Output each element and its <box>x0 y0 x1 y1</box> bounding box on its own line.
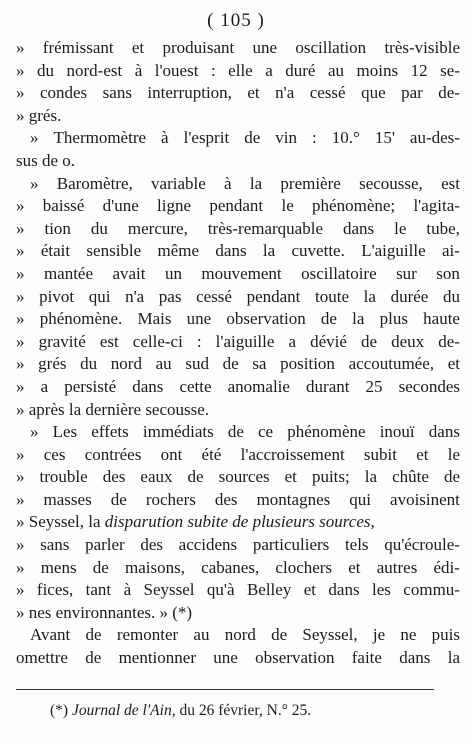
word: » <box>16 218 25 238</box>
word: Les <box>52 422 78 442</box>
word: secousse, <box>359 173 423 193</box>
word: mantée <box>43 263 94 283</box>
word: de <box>244 128 261 148</box>
word: ne <box>400 625 417 645</box>
word: nord <box>224 625 256 645</box>
word: puis <box>431 625 460 645</box>
word: 12 <box>410 60 428 80</box>
word: » <box>16 196 25 216</box>
word: pivot <box>39 286 75 306</box>
body-text <box>16 37 460 670</box>
word: été <box>201 444 222 464</box>
word: la <box>363 286 376 306</box>
word: et <box>348 557 361 577</box>
word: du <box>442 286 460 306</box>
word: avoisinent <box>390 489 460 509</box>
text-line <box>16 489 460 512</box>
word: grés <box>38 354 67 374</box>
word: rochers <box>145 489 196 509</box>
text-line <box>16 557 460 580</box>
word: gravité <box>38 331 86 351</box>
word: immédiats <box>142 422 214 442</box>
word: de <box>92 557 109 577</box>
word: dans <box>399 648 431 668</box>
word: omettre <box>16 648 68 668</box>
word: de <box>361 331 378 351</box>
word: de- <box>438 331 460 351</box>
word: l'aiguille <box>215 331 275 351</box>
word: dans <box>428 422 460 442</box>
footnote-source: Journal de l'Ain, <box>71 702 176 719</box>
word: la <box>352 309 365 329</box>
word: mercure, <box>127 218 188 238</box>
word: est <box>441 173 460 193</box>
text-line <box>16 240 460 263</box>
word: toute <box>315 286 350 306</box>
word: n'a <box>125 286 145 306</box>
word: de <box>85 648 102 668</box>
word: » <box>16 376 25 396</box>
word: dans <box>328 580 360 600</box>
word: le <box>447 444 460 464</box>
word: cuvette. <box>291 241 345 261</box>
page-number: ( 105 ) <box>207 10 265 31</box>
word: durée <box>390 286 429 306</box>
word: et <box>447 354 460 374</box>
word: même <box>157 241 200 261</box>
text-line <box>16 579 460 602</box>
word: au-des- <box>409 128 460 148</box>
word: par <box>401 83 423 103</box>
text-line <box>16 218 460 241</box>
footnote-marker: (*) <box>50 702 69 719</box>
word: » <box>16 241 25 261</box>
word: de- <box>438 83 460 103</box>
word: a <box>265 60 273 80</box>
word: sans <box>40 535 70 555</box>
word: elle <box>228 60 253 80</box>
word: le <box>281 196 294 216</box>
text-line <box>16 421 460 444</box>
word: Belley <box>246 580 292 600</box>
word: sources <box>218 467 270 487</box>
word: dans <box>132 376 164 396</box>
word: subit <box>363 444 397 464</box>
word: une <box>213 648 238 668</box>
word: de <box>110 489 127 509</box>
word: sud <box>185 354 209 374</box>
word: » <box>16 286 25 306</box>
text-line <box>16 195 460 218</box>
word: condes <box>39 83 88 103</box>
word: un <box>164 263 182 283</box>
word: duré <box>285 60 316 80</box>
word: les <box>372 580 391 600</box>
word: Seyssel <box>143 580 195 600</box>
text-line <box>16 60 460 83</box>
word: » <box>16 535 25 555</box>
text-line <box>16 331 460 354</box>
word: fices, <box>36 580 74 600</box>
word: une <box>186 309 212 329</box>
word: la <box>364 467 378 487</box>
word: L'aiguille <box>361 241 426 261</box>
word: et <box>303 580 317 600</box>
word: oscillatoire <box>301 263 377 283</box>
word: à <box>123 580 132 600</box>
word: du <box>80 354 98 374</box>
word: » <box>16 38 25 57</box>
word: édi- <box>433 557 460 577</box>
word: inouï <box>379 422 415 442</box>
text-line: sus de o. <box>16 150 76 170</box>
word: secondes <box>398 376 460 396</box>
word: parler <box>85 535 125 555</box>
word: tube, <box>426 218 460 238</box>
word: montagnes <box>256 489 331 509</box>
word: au <box>193 625 210 645</box>
word: la <box>262 241 276 261</box>
word: : <box>312 128 317 148</box>
word: » <box>30 173 39 193</box>
word: trouble <box>39 467 88 487</box>
word: » <box>16 557 25 577</box>
word: frémissant <box>42 38 114 57</box>
word: la <box>249 173 263 193</box>
word: chûte <box>392 467 429 487</box>
word: » <box>16 467 25 487</box>
word: » <box>16 60 25 80</box>
text-line <box>16 263 460 286</box>
text-line <box>16 173 460 196</box>
word: » <box>30 128 39 148</box>
word: de <box>320 309 337 329</box>
text-line <box>16 534 460 557</box>
word: 10.° <box>331 128 360 148</box>
word: » <box>16 444 25 464</box>
word: tion <box>44 218 71 238</box>
word: position <box>280 354 335 374</box>
word: pendant <box>209 196 264 216</box>
word: à <box>161 128 169 148</box>
text-line <box>16 376 460 399</box>
word: se- <box>440 60 460 80</box>
word: sa <box>252 354 267 374</box>
text-line: » grés. <box>16 105 62 125</box>
word: anomalie <box>227 376 290 396</box>
word: remonter <box>116 625 179 645</box>
word: maisons, <box>125 557 185 577</box>
word: plus <box>379 309 408 329</box>
word: puits; <box>311 467 350 487</box>
word: baissé <box>42 196 85 216</box>
word: ligne <box>157 196 192 216</box>
word: et <box>131 38 145 57</box>
word: 15' <box>374 128 395 148</box>
word: faite <box>351 648 382 668</box>
word: cessé <box>309 83 346 103</box>
word: commu- <box>403 580 460 600</box>
word: clochers <box>275 557 333 577</box>
word: cessé <box>196 286 232 306</box>
word: phénomène; <box>312 196 396 216</box>
word: avait <box>112 263 146 283</box>
word: a <box>288 331 297 351</box>
word: dévié <box>310 331 347 351</box>
word: Avant <box>30 625 71 645</box>
word: Baromètre, <box>56 173 133 193</box>
word: au <box>327 60 345 80</box>
word: des <box>102 467 126 487</box>
word: que <box>361 83 386 103</box>
word: phénomène <box>287 422 366 442</box>
word: qui <box>349 489 371 509</box>
word: mentionner <box>118 648 196 668</box>
word: à <box>224 173 232 193</box>
word: du <box>90 218 108 238</box>
word: l'accroissement <box>240 444 345 464</box>
word: 25 <box>365 376 383 396</box>
word: sensible <box>86 241 142 261</box>
word: de <box>85 625 102 645</box>
word: et <box>247 83 260 103</box>
word: je <box>372 625 386 645</box>
word: et <box>284 467 297 487</box>
word: nord-est <box>66 60 123 80</box>
word: variable <box>151 173 206 193</box>
word: pendant <box>246 286 301 306</box>
word: autres <box>376 557 418 577</box>
word: qu'écroule- <box>384 535 460 555</box>
word: très-remarquable <box>207 218 323 238</box>
word: contrées <box>84 444 142 464</box>
word: accoutumée, <box>348 354 435 374</box>
footnote-detail: du 26 février, N.° 25. <box>179 702 312 719</box>
word: mens <box>40 557 77 577</box>
word: des <box>140 535 164 555</box>
word: mouvement <box>201 263 282 283</box>
word: a <box>40 376 49 396</box>
word: qu'à <box>206 580 235 600</box>
word: produisant <box>162 38 235 57</box>
word: dans <box>215 241 247 261</box>
word: ai- <box>441 241 460 261</box>
word: oscillation <box>295 38 367 57</box>
text-line: » après la dernière secousse. <box>16 399 210 419</box>
word: l'agita- <box>413 196 460 216</box>
word: haute <box>423 309 460 329</box>
word: vin <box>275 128 297 148</box>
word: d'une <box>102 196 139 216</box>
word: durant <box>306 376 350 396</box>
word: observation <box>255 648 335 668</box>
word: phénomène. <box>39 309 123 329</box>
word: première <box>280 173 341 193</box>
word: particuliers <box>252 535 330 555</box>
word: » <box>16 580 25 600</box>
word: effets <box>91 422 129 442</box>
text-line <box>16 466 460 489</box>
word: ont <box>160 444 183 464</box>
word: cette <box>179 376 212 396</box>
word: l'ouest <box>154 60 199 80</box>
word: moins <box>356 60 399 80</box>
word: eaux <box>140 467 173 487</box>
word: nord <box>110 354 142 374</box>
text-line <box>16 647 460 670</box>
word: » <box>16 331 25 351</box>
word: de <box>222 354 239 374</box>
word: » <box>16 489 25 509</box>
word: » <box>16 354 25 374</box>
word: au <box>155 354 172 374</box>
text-line <box>16 444 460 467</box>
word: masses <box>43 489 92 509</box>
footnote <box>16 701 460 721</box>
word: » <box>30 422 39 442</box>
word: l'esprit <box>183 128 230 148</box>
word: une <box>252 38 278 57</box>
italic-phrase: disparution subite de plusieurs sources, <box>104 512 375 532</box>
word: à <box>134 60 143 80</box>
text-line <box>16 127 460 150</box>
word: ces <box>43 444 66 464</box>
word: de <box>271 625 288 645</box>
word: : <box>196 331 202 351</box>
word: de <box>443 467 460 487</box>
word: sans <box>102 83 132 103</box>
footnote-divider <box>16 689 434 690</box>
word: du <box>37 60 54 80</box>
word: de <box>227 422 244 442</box>
word: était <box>40 241 71 261</box>
word: celle-ci <box>132 331 183 351</box>
word: accidens <box>178 535 238 555</box>
word: qui <box>88 286 111 306</box>
word: pas <box>158 286 182 306</box>
text-line <box>16 286 460 309</box>
word: n'a <box>275 83 295 103</box>
word: Seyssel, <box>302 625 358 645</box>
text-line: » nes environnantes. » (*) <box>16 602 193 622</box>
word: » <box>16 263 25 283</box>
word: le <box>394 218 407 238</box>
word: très-visible <box>384 38 460 57</box>
text-line <box>16 37 460 60</box>
word: dans <box>342 218 375 238</box>
word: la <box>447 648 460 668</box>
word: sur <box>396 263 417 283</box>
word: son <box>436 263 460 283</box>
word: persisté <box>64 376 117 396</box>
word: : <box>210 60 216 80</box>
word: » <box>16 83 25 103</box>
word: ce <box>258 422 274 442</box>
word: de <box>187 467 204 487</box>
word: est <box>99 331 119 351</box>
text-line: » Seyssel, la disparution subite de plusieurs sources, <box>16 511 460 534</box>
text-line <box>16 82 460 105</box>
word: cabanes, <box>201 557 260 577</box>
text-line <box>16 353 460 376</box>
word: observation <box>226 309 306 329</box>
word: des <box>214 489 238 509</box>
word: tels <box>344 535 369 555</box>
word: et <box>416 444 429 464</box>
text-line <box>16 308 460 331</box>
word: » <box>16 309 25 329</box>
word: Thermomètre <box>53 128 147 148</box>
word: tant <box>85 580 112 600</box>
word: interruption, <box>147 83 232 103</box>
word: Mais <box>137 309 172 329</box>
text-line <box>16 624 460 647</box>
word: deux <box>391 331 425 351</box>
